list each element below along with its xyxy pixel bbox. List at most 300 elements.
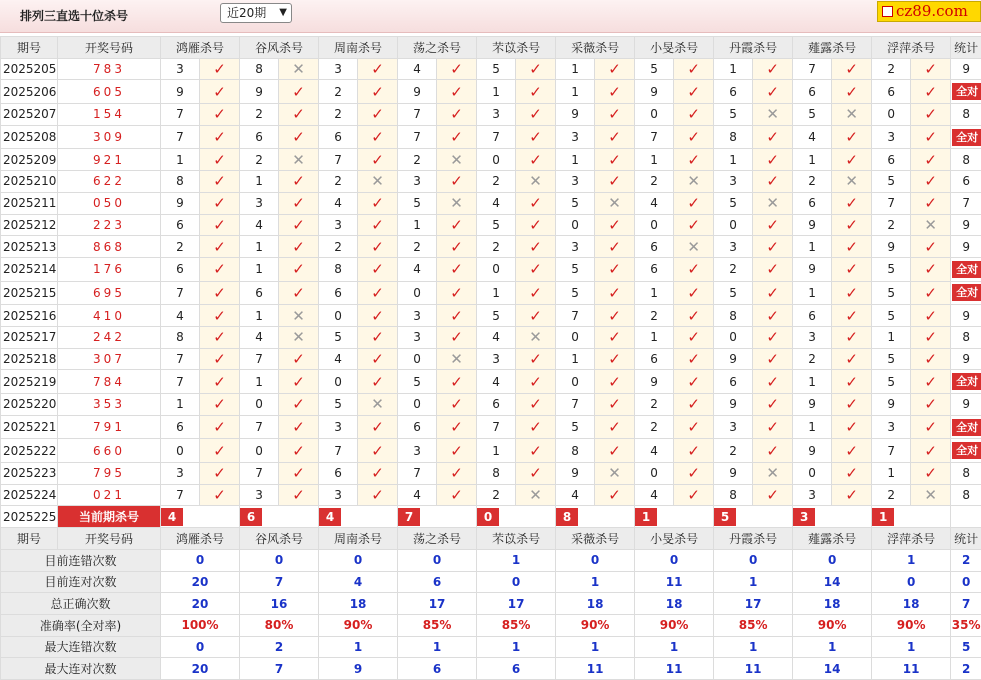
summary-value: 16: [240, 593, 319, 615]
kill-number-cell: 3: [398, 439, 437, 463]
kill-number-cell: 7: [398, 463, 437, 485]
cross-icon: ✕: [437, 149, 477, 171]
draw-number-cell: 309: [58, 125, 161, 149]
check-icon: ✓: [516, 236, 556, 258]
kill-number-cell: 9: [635, 370, 674, 394]
current-kill-cell: [635, 506, 714, 528]
check-icon: ✓: [516, 463, 556, 485]
table-row: [1, 257, 981, 281]
check-icon: ✓: [200, 149, 240, 171]
summary-label: 目前连错次数: [1, 549, 161, 571]
table-row: [1, 484, 981, 506]
table-row: [1, 348, 981, 370]
check-icon: ✓: [674, 58, 714, 80]
cross-icon: ✕: [516, 326, 556, 348]
check-icon: ✓: [437, 257, 477, 281]
summary-value: 7: [240, 658, 319, 680]
check-icon: ✓: [437, 394, 477, 416]
summary-total: 0: [951, 571, 981, 593]
kill-number-cell: 6: [635, 348, 674, 370]
check-icon: ✓: [674, 104, 714, 126]
stat-cell: 9: [951, 305, 981, 327]
kill-number-cell: 8: [161, 326, 200, 348]
summary-value: 18: [635, 593, 714, 615]
cross-icon: ✕: [674, 236, 714, 258]
check-icon: ✓: [279, 281, 319, 305]
summary-value: 0: [398, 549, 477, 571]
check-icon: ✓: [753, 439, 793, 463]
kill-number-table: [0, 36, 981, 680]
cross-icon: ✕: [911, 214, 951, 236]
kill-number-cell: 3: [477, 104, 516, 126]
summary-total: 35%: [951, 614, 981, 636]
summary-row: [1, 549, 981, 571]
kill-number-cell: 9: [714, 394, 753, 416]
check-icon: ✓: [832, 305, 872, 327]
check-icon: ✓: [832, 80, 872, 104]
cross-icon: ✕: [279, 149, 319, 171]
draw-number-cell: 622: [58, 171, 161, 193]
check-icon: ✓: [437, 214, 477, 236]
issue-cell: 2025221: [1, 415, 58, 439]
check-icon: ✓: [358, 370, 398, 394]
draw-number-cell: 410: [58, 305, 161, 327]
check-icon: ✓: [595, 394, 635, 416]
draw-number-cell: 154: [58, 104, 161, 126]
kill-number-cell: 6: [240, 281, 279, 305]
summary-label: 最大连错次数: [1, 636, 161, 658]
check-icon: ✓: [674, 305, 714, 327]
summary-value: 0: [161, 549, 240, 571]
summary-label: 最大连对次数: [1, 658, 161, 680]
check-icon: ✓: [911, 192, 951, 214]
check-icon: ✓: [279, 125, 319, 149]
summary-value: 1: [319, 636, 398, 658]
kill-number-cell: 3: [398, 171, 437, 193]
header-expert: 小旻杀号: [635, 528, 714, 550]
kill-number-cell: 7: [398, 125, 437, 149]
kill-number-cell: 5: [872, 370, 911, 394]
current-kill-number: 3: [793, 508, 815, 526]
current-kill-number: 4: [319, 508, 341, 526]
kill-number-cell: 7: [398, 104, 437, 126]
kill-number-cell: 4: [398, 484, 437, 506]
check-icon: ✓: [595, 326, 635, 348]
kill-number-cell: 8: [240, 58, 279, 80]
kill-number-cell: 1: [635, 326, 674, 348]
kill-number-cell: 3: [398, 305, 437, 327]
check-icon: ✓: [832, 394, 872, 416]
check-icon: ✓: [200, 305, 240, 327]
kill-number-cell: 6: [793, 80, 832, 104]
cross-icon: ✕: [595, 192, 635, 214]
check-icon: ✓: [911, 348, 951, 370]
kill-number-cell: 5: [556, 415, 595, 439]
check-icon: ✓: [911, 439, 951, 463]
kill-number-cell: 5: [477, 305, 516, 327]
check-icon: ✓: [358, 192, 398, 214]
kill-number-cell: 0: [398, 281, 437, 305]
draw-number-cell: 223: [58, 214, 161, 236]
check-icon: ✓: [516, 394, 556, 416]
kill-number-cell: 1: [240, 370, 279, 394]
issue-cell: 2025208: [1, 125, 58, 149]
check-icon: ✓: [832, 348, 872, 370]
kill-number-cell: 9: [556, 463, 595, 485]
current-kill-cell: [319, 506, 398, 528]
header-expert: 丹霞杀号: [714, 528, 793, 550]
kill-number-cell: 6: [240, 125, 279, 149]
table-row: [1, 394, 981, 416]
check-icon: ✓: [279, 80, 319, 104]
summary-value: 85%: [714, 614, 793, 636]
summary-value: 20: [161, 658, 240, 680]
kill-number-cell: 5: [872, 171, 911, 193]
current-kill-cell: [240, 506, 319, 528]
kill-number-cell: 8: [714, 484, 753, 506]
check-icon: ✓: [832, 58, 872, 80]
header-expert: 丹霞杀号: [714, 37, 793, 59]
kill-number-cell: 6: [793, 192, 832, 214]
kill-number-cell: 3: [714, 415, 753, 439]
kill-number-cell: 5: [872, 281, 911, 305]
check-icon: ✓: [674, 214, 714, 236]
check-icon: ✓: [516, 80, 556, 104]
check-icon: ✓: [437, 104, 477, 126]
check-icon: ✓: [437, 370, 477, 394]
header-expert: 采薇杀号: [556, 528, 635, 550]
cross-icon: ✕: [437, 348, 477, 370]
check-icon: ✓: [674, 484, 714, 506]
logo-square-icon: [882, 6, 893, 17]
stat-cell: 9: [951, 236, 981, 258]
check-icon: ✓: [516, 192, 556, 214]
check-icon: ✓: [911, 257, 951, 281]
check-icon: ✓: [911, 80, 951, 104]
kill-number-cell: 3: [240, 192, 279, 214]
check-icon: ✓: [595, 415, 635, 439]
table-row: [1, 281, 981, 305]
kill-number-cell: 2: [398, 236, 437, 258]
kill-number-cell: 2: [161, 236, 200, 258]
kill-number-cell: 2: [872, 484, 911, 506]
check-icon: ✓: [595, 171, 635, 193]
check-icon: ✓: [358, 439, 398, 463]
table-row: [1, 439, 981, 463]
stat-cell: 7: [951, 192, 981, 214]
kill-number-cell: 9: [240, 80, 279, 104]
check-icon: ✓: [753, 415, 793, 439]
kill-number-cell: 3: [872, 125, 911, 149]
issue-cell: 2025214: [1, 257, 58, 281]
check-icon: ✓: [200, 257, 240, 281]
stat-cell: [951, 370, 981, 394]
kill-number-cell: 9: [556, 104, 595, 126]
check-icon: ✓: [279, 439, 319, 463]
summary-total: 7: [951, 593, 981, 615]
kill-number-cell: 9: [793, 394, 832, 416]
summary-value: 11: [556, 658, 635, 680]
table-row: [1, 192, 981, 214]
all-correct-badge: 全对: [952, 284, 981, 301]
check-icon: ✓: [911, 104, 951, 126]
kill-number-cell: 2: [240, 149, 279, 171]
kill-number-cell: 1: [635, 281, 674, 305]
kill-number-cell: 0: [398, 394, 437, 416]
current-kill-number: 7: [398, 508, 420, 526]
check-icon: ✓: [595, 58, 635, 80]
check-icon: ✓: [911, 58, 951, 80]
check-icon: ✓: [911, 394, 951, 416]
issue-cell: 2025210: [1, 171, 58, 193]
current-kill-cell: [161, 506, 240, 528]
stat-cell: 8: [951, 149, 981, 171]
kill-number-cell: 8: [714, 305, 753, 327]
kill-number-cell: 5: [319, 394, 358, 416]
cross-icon: ✕: [832, 171, 872, 193]
kill-number-cell: 1: [714, 149, 753, 171]
check-icon: ✓: [595, 149, 635, 171]
draw-number-cell: 021: [58, 484, 161, 506]
current-kill-cell: [872, 506, 951, 528]
issue-cell: 2025219: [1, 370, 58, 394]
kill-number-cell: 4: [477, 192, 516, 214]
check-icon: ✓: [832, 281, 872, 305]
kill-number-cell: 0: [477, 257, 516, 281]
kill-number-cell: 9: [635, 80, 674, 104]
kill-number-cell: 3: [161, 58, 200, 80]
check-icon: ✓: [832, 439, 872, 463]
summary-row: [1, 658, 981, 680]
kill-number-cell: 7: [793, 58, 832, 80]
summary-value: 1: [714, 571, 793, 593]
check-icon: ✓: [358, 257, 398, 281]
period-select[interactable]: [220, 3, 292, 23]
summary-row: [1, 636, 981, 658]
issue-cell: 2025220: [1, 394, 58, 416]
issue-cell: 2025213: [1, 236, 58, 258]
check-icon: ✓: [516, 370, 556, 394]
check-icon: ✓: [753, 484, 793, 506]
check-icon: ✓: [753, 214, 793, 236]
site-logo[interactable]: [877, 1, 981, 22]
kill-number-cell: 5: [793, 104, 832, 126]
kill-number-cell: 0: [319, 305, 358, 327]
check-icon: ✓: [200, 236, 240, 258]
table-row: [1, 214, 981, 236]
table-row: [1, 463, 981, 485]
kill-number-cell: 7: [161, 125, 200, 149]
kill-number-cell: 5: [635, 58, 674, 80]
table-row: [1, 80, 981, 104]
kill-number-cell: 3: [793, 484, 832, 506]
check-icon: ✓: [516, 439, 556, 463]
kill-number-cell: 8: [477, 463, 516, 485]
kill-number-cell: 9: [398, 80, 437, 104]
summary-value: 0: [240, 549, 319, 571]
kill-number-cell: 9: [161, 192, 200, 214]
check-icon: ✓: [516, 305, 556, 327]
table-header-row: [1, 37, 981, 59]
check-icon: ✓: [358, 125, 398, 149]
kill-number-cell: 7: [319, 149, 358, 171]
current-kill-number: 6: [240, 508, 262, 526]
draw-number-cell: 784: [58, 370, 161, 394]
draw-number-cell: 353: [58, 394, 161, 416]
kill-number-cell: 0: [161, 439, 200, 463]
summary-value: 0: [556, 549, 635, 571]
kill-number-cell: 3: [714, 171, 753, 193]
check-icon: ✓: [753, 394, 793, 416]
header-expert: 周南杀号: [319, 528, 398, 550]
check-icon: ✓: [200, 439, 240, 463]
kill-number-cell: 3: [556, 236, 595, 258]
kill-number-cell: 7: [161, 281, 200, 305]
draw-number-cell: 242: [58, 326, 161, 348]
summary-value: 1: [477, 636, 556, 658]
check-icon: ✓: [437, 80, 477, 104]
all-correct-badge: 全对: [952, 419, 981, 436]
check-icon: ✓: [832, 192, 872, 214]
kill-number-cell: 7: [556, 394, 595, 416]
kill-number-cell: 2: [793, 348, 832, 370]
kill-number-cell: 5: [872, 257, 911, 281]
table-row: [1, 104, 981, 126]
kill-number-cell: 0: [635, 214, 674, 236]
header-expert: 荡之杀号: [398, 37, 477, 59]
check-icon: ✓: [753, 257, 793, 281]
draw-number-cell: 050: [58, 192, 161, 214]
cross-icon: ✕: [595, 463, 635, 485]
draw-number-cell: 795: [58, 463, 161, 485]
kill-number-cell: 6: [635, 236, 674, 258]
check-icon: ✓: [279, 214, 319, 236]
kill-number-cell: 4: [477, 370, 516, 394]
kill-number-cell: 3: [319, 214, 358, 236]
kill-number-cell: 9: [793, 214, 832, 236]
current-period-row: [1, 506, 981, 528]
kill-number-cell: 7: [240, 463, 279, 485]
check-icon: ✓: [595, 214, 635, 236]
kill-number-cell: 6: [477, 394, 516, 416]
check-icon: ✓: [279, 192, 319, 214]
kill-number-cell: 7: [161, 348, 200, 370]
kill-number-cell: 9: [793, 257, 832, 281]
summary-value: 80%: [240, 614, 319, 636]
kill-number-cell: 2: [319, 104, 358, 126]
check-icon: ✓: [437, 463, 477, 485]
issue-cell: 2025215: [1, 281, 58, 305]
summary-label: 总正确次数: [1, 593, 161, 615]
check-icon: ✓: [200, 281, 240, 305]
kill-number-cell: 3: [556, 171, 595, 193]
cross-icon: ✕: [279, 305, 319, 327]
check-icon: ✓: [674, 326, 714, 348]
summary-value: 6: [398, 658, 477, 680]
cross-icon: ✕: [358, 394, 398, 416]
kill-number-cell: 0: [398, 348, 437, 370]
check-icon: ✓: [200, 484, 240, 506]
check-icon: ✓: [200, 415, 240, 439]
check-icon: ✓: [279, 370, 319, 394]
check-icon: ✓: [279, 236, 319, 258]
check-icon: ✓: [911, 149, 951, 171]
check-icon: ✓: [911, 236, 951, 258]
logo-text: cz89.com: [896, 2, 968, 20]
header-issue: 期号: [1, 528, 58, 550]
summary-value: 85%: [398, 614, 477, 636]
summary-value: 1: [556, 571, 635, 593]
summary-value: 0: [872, 571, 951, 593]
kill-number-cell: 4: [635, 439, 674, 463]
kill-number-cell: 1: [793, 236, 832, 258]
check-icon: ✓: [674, 415, 714, 439]
current-stat-cell: [951, 506, 981, 528]
check-icon: ✓: [200, 104, 240, 126]
kill-number-cell: 4: [398, 257, 437, 281]
kill-number-cell: 8: [556, 439, 595, 463]
current-kill-number: 8: [556, 508, 578, 526]
summary-label: 准确率(全对率): [1, 614, 161, 636]
kill-number-cell: 9: [714, 463, 753, 485]
issue-cell: 2025217: [1, 326, 58, 348]
check-icon: ✓: [437, 326, 477, 348]
check-icon: ✓: [753, 125, 793, 149]
kill-number-cell: 2: [477, 171, 516, 193]
kill-number-cell: 2: [714, 257, 753, 281]
kill-number-cell: 1: [872, 463, 911, 485]
check-icon: ✓: [200, 80, 240, 104]
header-expert: 薤露杀号: [793, 528, 872, 550]
kill-number-cell: 1: [240, 305, 279, 327]
kill-number-cell: 1: [161, 149, 200, 171]
summary-value: 90%: [793, 614, 872, 636]
check-icon: ✓: [516, 214, 556, 236]
kill-number-cell: 2: [477, 236, 516, 258]
draw-number-cell: 605: [58, 80, 161, 104]
check-icon: ✓: [753, 326, 793, 348]
check-icon: ✓: [358, 281, 398, 305]
summary-value: 90%: [635, 614, 714, 636]
stat-cell: [951, 439, 981, 463]
summary-value: 1: [714, 636, 793, 658]
check-icon: ✓: [595, 125, 635, 149]
stat-cell: [951, 257, 981, 281]
check-icon: ✓: [674, 348, 714, 370]
check-icon: ✓: [911, 463, 951, 485]
header-stats: 统计: [951, 37, 981, 59]
issue-cell: 2025209: [1, 149, 58, 171]
check-icon: ✓: [911, 326, 951, 348]
summary-value: 7: [240, 571, 319, 593]
kill-number-cell: 6: [635, 257, 674, 281]
kill-number-cell: 3: [398, 326, 437, 348]
check-icon: ✓: [832, 149, 872, 171]
check-icon: ✓: [437, 171, 477, 193]
issue-cell: 2025224: [1, 484, 58, 506]
check-icon: ✓: [832, 214, 872, 236]
current-kill-cell: [793, 506, 872, 528]
kill-number-cell: 5: [398, 192, 437, 214]
kill-number-cell: 2: [319, 80, 358, 104]
cross-icon: ✕: [358, 171, 398, 193]
current-kill-cell: [714, 506, 793, 528]
check-icon: ✓: [832, 415, 872, 439]
summary-value: 17: [714, 593, 793, 615]
check-icon: ✓: [279, 415, 319, 439]
kill-number-cell: 7: [161, 370, 200, 394]
kill-number-cell: 2: [872, 214, 911, 236]
